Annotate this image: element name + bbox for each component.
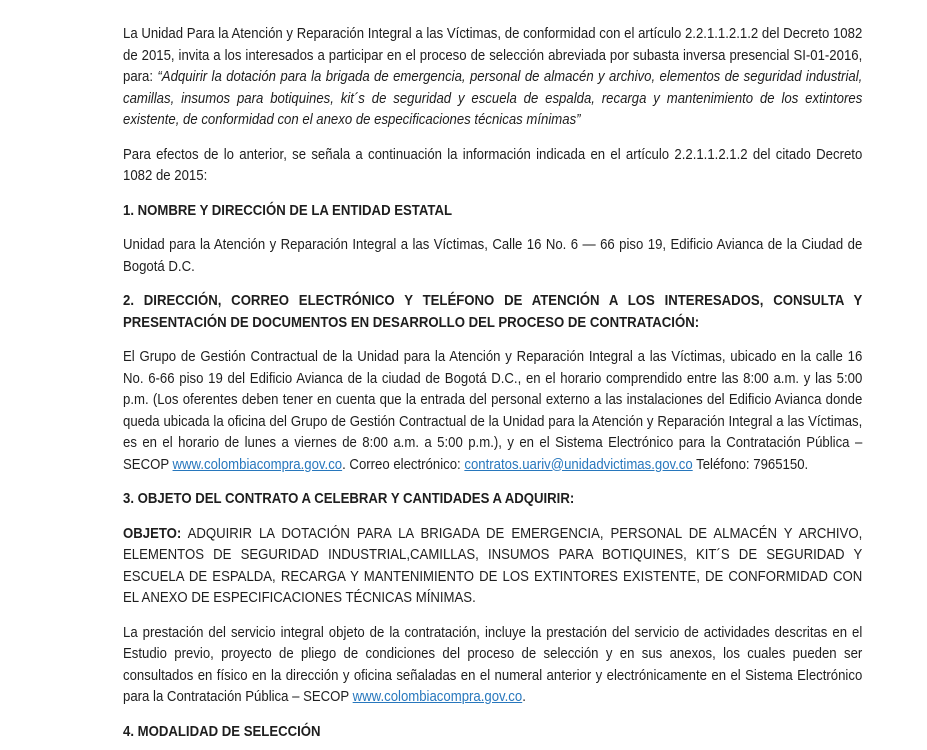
section-3-heading: 3. OBJETO DEL CONTRATO A CELEBRAR Y CANTIDADES A ADQUIRIR: [123, 490, 575, 507]
objeto-label: OBJETO: [123, 524, 182, 542]
contact-info-text-3: Teléfono: 7965150. [692, 455, 809, 473]
document-page [123, 23, 862, 742]
objeto-text: ADQUIRIR LA DOTACIÓN PARA LA BRIGADA DE EMERGENCIA, PERSONAL DE ALMACÉN Y ARCHIVO, ELEMENTOS DE SEGURIDAD INDUSTRIAL,CAMILLAS, INSUMOS PARA BOTIQUINES, KIT´S DE SEGURIDAD Y ESCUELA DE ESPALDA, RECARGA Y MANTENIMIENTO DE LOS EXTINTORES EXISTENTE, DE CONFORMIDAD CON EL ANEXO DE ESPECIFICACIONES TÉCNICAS MÍNIMAS. [123, 524, 863, 606]
secop-website-link[interactable]: www.colombiacompra.gov.co [172, 455, 343, 473]
objeto-paragraph [123, 523, 862, 609]
intro-paragraph [123, 23, 862, 131]
secop-website-link-2[interactable]: www.colombiacompra.gov.co [352, 688, 523, 705]
section-4-heading: 4. MODALIDAD DE SELECCIÓN [123, 722, 321, 740]
contact-email-link[interactable]: contratos.uariv@unidadvictimas.gov.co [464, 455, 693, 473]
section-2-heading: 2. DIRECCIÓN, CORREO ELECTRÓNICO Y TELÉFONO DE ATENCIÓN A LOS INTERESADOS, CONSULTA Y PRESENTACIÓN DE DOCUMENTOS EN DESARROLLO DEL PROCESO DE CONTRATACIÓN: [123, 292, 863, 331]
contact-info-paragraph [123, 346, 862, 475]
service-scope-text-2: . [522, 688, 526, 705]
entity-address-paragraph: Unidad para la Atención y Reparación Integral a las Víctimas, Calle 16 No. 6 — 66 piso 19, Edificio Avianca de la Ciudad de Bogotá D.C. [123, 236, 863, 275]
contact-info-text-2: . Correo electrónico: [342, 455, 465, 473]
intro-lead-text: La Unidad Para la Atención y Reparación Integral a las Víctimas, de conformidad con el artículo 2.2.1.1.2.1.2 del Decreto 1082 de 2015, invita a los interesados a participar en el proceso de selección abreviada por subasta inversa presencial SI-01-2016, para: [123, 25, 863, 85]
reference-paragraph: Para efectos de lo anterior, se señala a continuación la información indicada en el artículo 2.2.1.1.2.1.2 del citado Decreto 1082 de 2015: [123, 145, 863, 184]
service-scope-text-1: La prestación del servicio integral objeto de la contratación, incluye la prestación del servicio de actividades descritas en el Estudio previo, proyecto de pliego de condiciones del proceso de selección y en sus anexos, los cuales pueden ser consultados en físico en la dirección y oficina señaladas en el numeral anterior y electrónicamente en el Sistema Electrónico para la Contratación Pública – SECOP [123, 623, 863, 705]
contact-info-text-1: El Grupo de Gestión Contractual de la Unidad para la Atención y Reparación Integral a las Víctimas, ubicado en la calle 16 No. 6-66 piso 19 del Edificio Avianca de la ciudad de Bogotá D.C., en el horario comprendido entre las 8:00 a.m. y las 5:00 p.m. (Los oferentes deben tener en cuenta que la entrada del personal externo a las instalaciones del Edificio Avianca donde queda ubicada la oficina del Grupo de Gestión Contractual de la Unidad para la Atención y Reparación Integral a las Víctimas, es en el horario de lunes a viernes de 8:00 a.m. a 5:00 p.m.), y en el Sistema Electrónico para la Contratación Pública – SECOP [123, 348, 863, 473]
service-scope-paragraph [123, 622, 862, 708]
intro-quoted-object-text: “Adquirir la dotación para la brigada de emergencia, personal de almacén y archivo, elementos de seguridad industrial, camillas, insumos para botiquines, kit´s de seguridad y escuela de espalda, recarga y mantenimiento de los extintores existente, de conformidad con el anexo de especificaciones técnicas mínimas” [123, 68, 863, 128]
section-1-heading: 1. NOMBRE Y DIRECCIÓN DE LA ENTIDAD ESTATAL [123, 201, 453, 219]
